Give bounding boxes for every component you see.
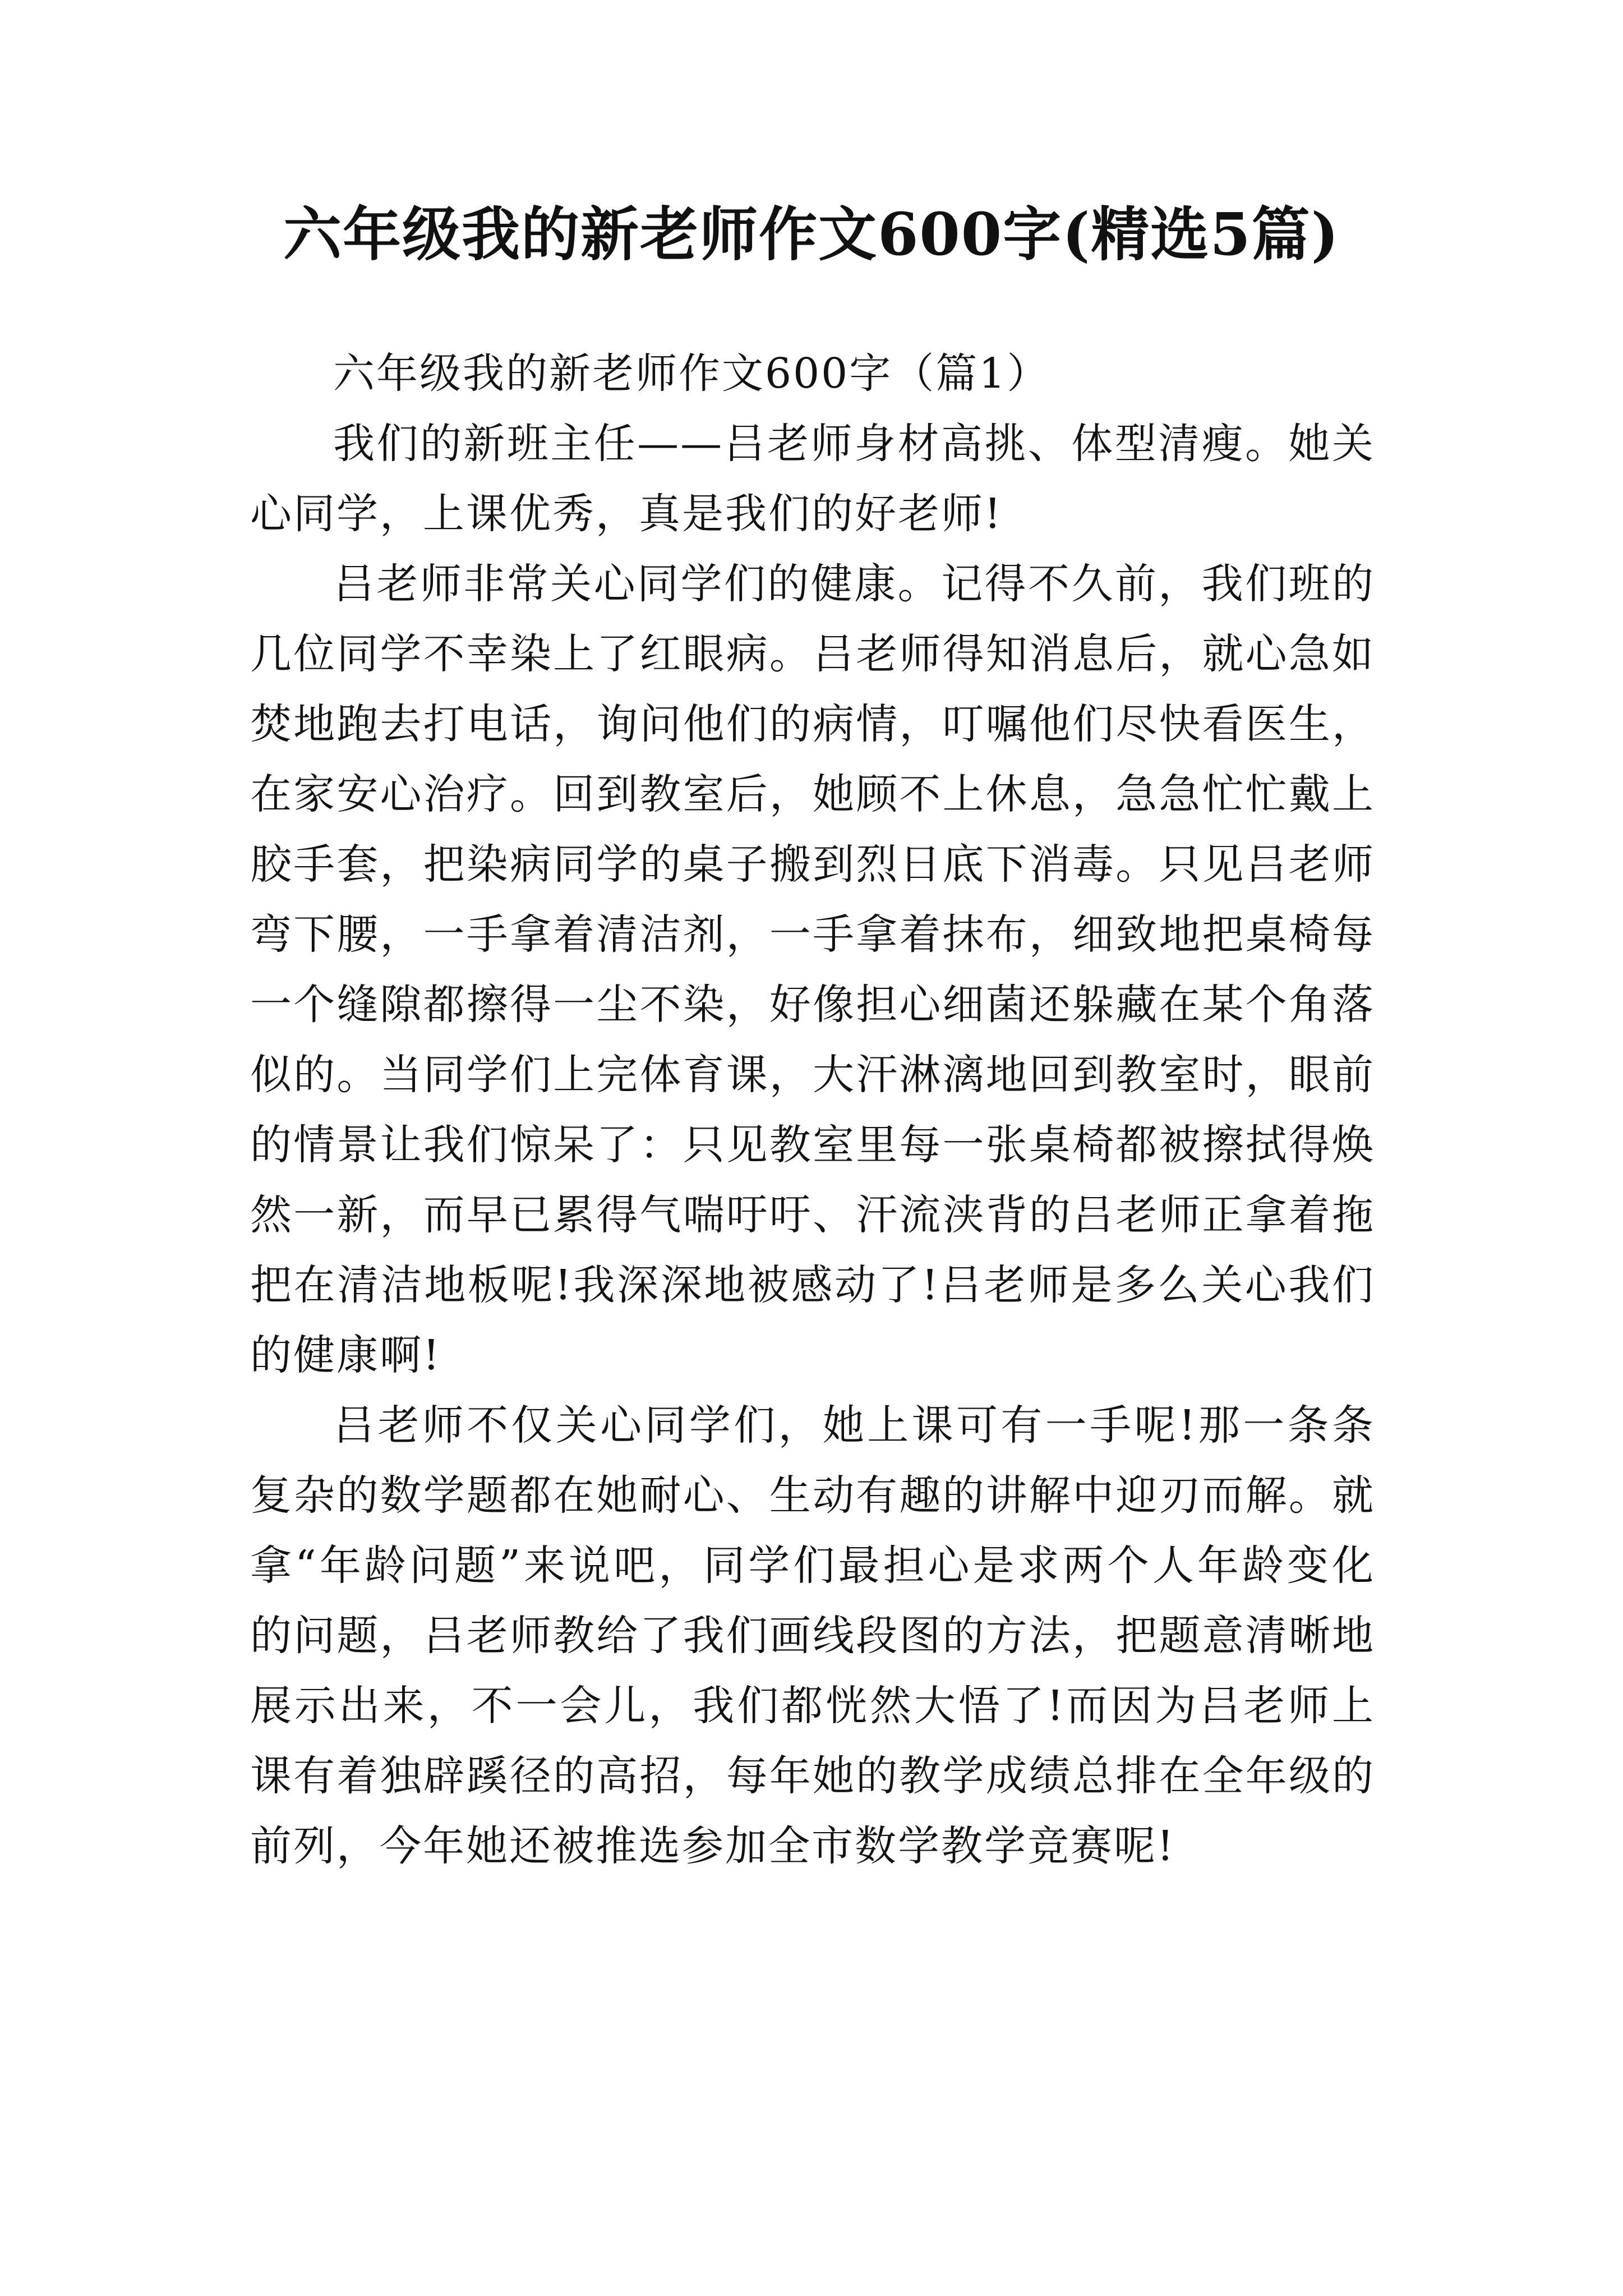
document-body xyxy=(250,339,1375,1881)
body-paragraph-2: 吕老师非常关心同学们的健康。记得不久前，我们班的几位同学不幸染上了红眼病。吕老师得知消息后，就心急如焚地跑去打电话，询问他们的病情，叮嘱他们尽快看医生，在家安心治疗。回到教室后，她顾不上休息，急急忙忙戴上胶手套，把染病同学的桌子搬到烈日底下消毒。只见吕老师弯下腰，一手拿着清洁剂，一手拿着抹布，细致地把桌椅每一个缝隙都擦得一尘不染，好像担心细菌还躲藏在某个角落似的。当同学们上完体育课，大汗淋漓地回到教室时，眼前的情景让我们惊呆了：只见教室里每一张桌椅都被擦拭得焕然一新，而早已累得气喘吁吁、汗流浃背的吕老师正拿着拖把在清洁地板呢!我深深地被感动了!吕老师是多么关心我们的健康啊! xyxy=(250,560,1375,1379)
body-paragraph-1: 我们的新班主任——吕老师身材高挑、体型清瘦。她关心同学，上课优秀，真是我们的好老师! xyxy=(250,420,1375,538)
document-title: 六年级我的新老师作文600字(精选5篇) xyxy=(283,200,1340,269)
section-heading: 六年级我的新老师作文600字（篇1） xyxy=(333,349,1050,398)
body-paragraph-3: 吕老师不仅关心同学们，她上课可有一手呢!那一条条复杂的数学题都在她耐心、生动有趣的讲解中迎刃而解。就拿“年龄问题”来说吧，同学们最担心是求两个人年龄变化的问题，吕老师教给了我们画线段图的方法，把题意清晰地展示出来，不一会儿，我们都恍然大悟了!而因为吕老师上课有着独辟蹊径的高招，每年她的教学成绩总排在全年级的前列，今年她还被推选参加全市数学教学竞赛呢! xyxy=(250,1401,1375,1870)
